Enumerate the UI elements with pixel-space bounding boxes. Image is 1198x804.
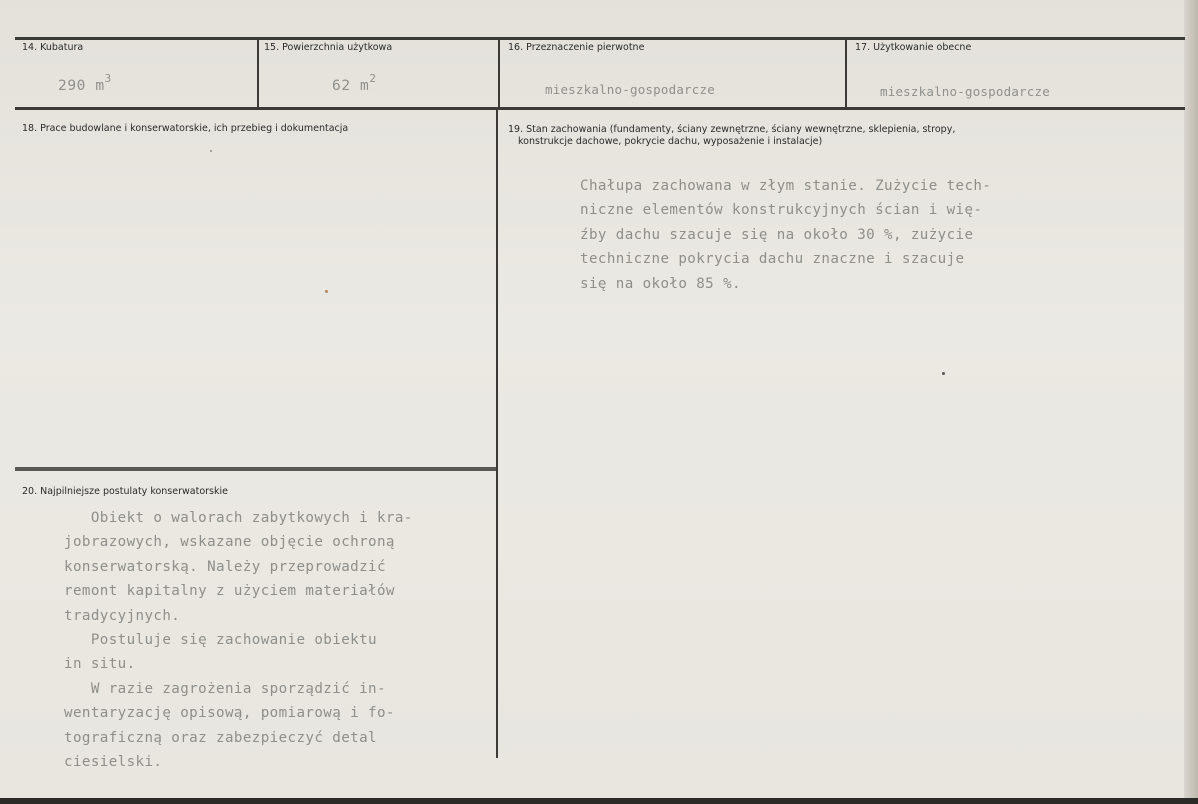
paper-edge-right	[1184, 0, 1198, 804]
field-20-line: Postuluje się zachowanie obiektu	[64, 631, 377, 648]
field-20-line: jobrazowych, wskazane objęcie ochroną	[64, 534, 395, 551]
field-16-label: 16. Przeznaczenie pierwotne	[508, 42, 645, 53]
field-20-line: W razie zagrożenia sporządzić in-	[64, 680, 386, 697]
field-19-line: niczne elementów konstrukcyjnych ścian i wię-	[580, 202, 983, 219]
field-14-number: 290 m	[58, 78, 105, 94]
field-19-text	[580, 178, 991, 300]
field-20-line: ciesielski.	[64, 753, 163, 770]
divider-14-15	[257, 37, 259, 109]
field-17-label: 17. Użytkowanie obecne	[855, 42, 972, 53]
field-15-number: 62 m	[332, 78, 370, 94]
field-20-line: Obiekt o walorach zabytkowych i kra-	[64, 510, 413, 526]
field-19-label-line1: 19. Stan zachowania (fundamenty, ściany zewnętrzne, ściany wewnętrzne, sklepienia, stropy,	[508, 124, 956, 135]
field-20-line: remont kapitalny z użyciem materiałów	[64, 583, 395, 600]
field-20-line: tradycyjnych.	[64, 607, 181, 624]
field-19-line: Chałupa zachowana w złym stanie. Zużycie tech-	[580, 178, 992, 194]
paper-speck	[325, 290, 328, 293]
field-20-line: wentaryzację opisową, pomiarową i fo-	[64, 705, 395, 722]
field-20-label: 20. Najpilniejsze postulaty konserwatorskie	[22, 486, 228, 497]
field-15-value	[332, 72, 377, 94]
field-20-line: tograficzną oraz zabezpieczyć detal	[64, 729, 377, 746]
field-19-line: źby dachu szacuje się na około 30 %, zużycie	[580, 226, 974, 243]
field-20-line: konserwatorską. Należy przeprowadzić	[64, 558, 386, 575]
field-16-value: mieszkalno-gospodarcze	[545, 82, 715, 97]
field-17-value: mieszkalno-gospodarcze	[880, 84, 1050, 99]
field-20-text	[64, 510, 413, 778]
paper-speck	[210, 150, 212, 152]
field-18-label: 18. Prace budowlane i konserwatorskie, ich przebieg i dokumentacja	[22, 123, 349, 134]
divider-15-16	[498, 37, 500, 109]
paper-speck	[942, 372, 945, 375]
field-19-line: się na około 85 %.	[580, 275, 741, 292]
divider-16-17	[845, 37, 847, 109]
field-14-value	[58, 72, 112, 94]
field-14-label: 14. Kubatura	[22, 42, 84, 53]
top-rule	[15, 37, 1185, 40]
field-14-unit-exponent: 3	[104, 72, 112, 85]
section20-rule	[15, 467, 497, 471]
row1-bottom-rule	[15, 107, 1185, 110]
field-15-unit-exponent: 2	[369, 72, 377, 85]
divider-18-19	[496, 108, 498, 758]
field-19-line: techniczne pokrycia dachu znaczne i szacuje	[580, 251, 965, 268]
field-20-line: in situ.	[64, 656, 136, 673]
paper-edge-bottom	[0, 798, 1198, 804]
field-15-label: 15. Powierzchnia użytkowa	[264, 42, 393, 53]
field-19-label-line2: konstrukcje dachowe, pokrycie dachu, wyposażenie i instalacje)	[518, 136, 823, 147]
